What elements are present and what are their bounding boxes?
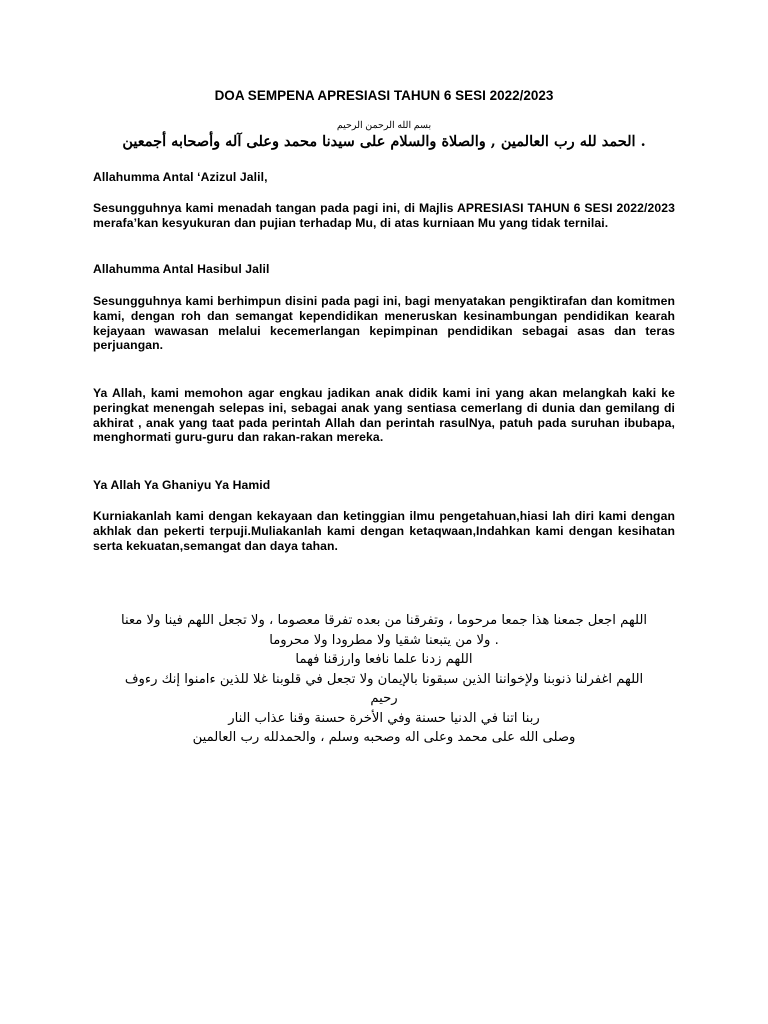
- paragraph-3: Ya Allah, kami memohon agar engkau jadikan anak didik kami ini yang akan melangkah kaki ke peringkat menengah selepas ini, sebagai anak yang sentiasa cemerlang di dunia dan gemilang di akhirat , anak yang taat pada perintah Allah dan perintah rasulNya, patuh pada suruhan ibubapa, menghormati guru-guru dan rakan-rakan mereka.: [93, 386, 675, 445]
- paragraph-heading-1: Allahumma Antal ‘Azizul Jalil,: [93, 170, 268, 184]
- arabic-line: ربنا اتنا في الدنيا حسنة وفي الأخرة حسنة وقنا عذاب النار: [228, 710, 540, 726]
- paragraph-2: Sesungguhnya kami berhimpun disini pada pagi ini, bagi menyatakan pengiktirafan dan komitmen kami, dengan roh dan semangat kependidikan meneruskan kesinambungan pendidikan kearah kejayaan wawasan melalui kecemerlangan kepimpinan pendidikan sebagai asas dan teras perjuangan.: [93, 294, 675, 353]
- paragraph-heading-3: Ya Allah Ya Ghaniyu Ya Hamid: [93, 478, 271, 492]
- arabic-line: رحيم: [370, 691, 398, 706]
- paragraph-4: Kurniakanlah kami dengan kekayaan dan ketinggian ilmu pengetahuan,hiasi lah diri kami dengan akhlak dan pekerti terpuji.Muliakanlah kami dengan ketaqwaan,Indahkan kami dengan kesihatan serta kekuatan,semangat dan daya tahan.: [93, 509, 675, 553]
- paragraph-1: Sesungguhnya kami menadah tangan pada pagi ini, di Majlis APRESIASI TAHUN 6 SESI 2022/2023 merafa’kan kesyukuran dan pujian terhadap Mu, di atas kurniaan Mu yang tidak ternilai.: [93, 201, 675, 230]
- arabic-line: وصلى الله على محمد وعلى اله وصحبه وسلم ، والحمدلله رب العالمين: [192, 730, 576, 745]
- arabic-prayer-block: [98, 611, 670, 748]
- document-title: DOA SEMPENA APRESIASI TAHUN 6 SESI 2022/2023: [214, 88, 554, 103]
- arabic-line: اللهم اجعل جمعنا هذا جمعا مرحوما ، وتفرقنا من بعده تفرقا معصوما ، ولا تجعل اللهم فينا ولا معنا: [120, 613, 648, 628]
- hamdalah-line: . الحمد لله رب العالمين , والصلاة والسلام على سيدنا محمد وعلى آله وأصحابه أجمعين: [122, 133, 646, 150]
- basmalah-line: بسم الله الرحمن الرحيم: [336, 120, 432, 131]
- arabic-line: . ولا من يتبعنا شقيا ولا مطرودا ولا محروما: [269, 632, 499, 648]
- arabic-line: اللهم زدنا علما نافعا وارزقنا فهما: [295, 652, 473, 667]
- paragraph-heading-2: Allahumma Antal Hasibul Jalil: [93, 262, 270, 276]
- arabic-line: اللهم اغفرلنا ذنوبنا ولإخواننا الذين سبقونا بالإيمان ولا تجعل في قلوبنا غلا للذين ءامنوا إنك رءوف: [124, 671, 644, 687]
